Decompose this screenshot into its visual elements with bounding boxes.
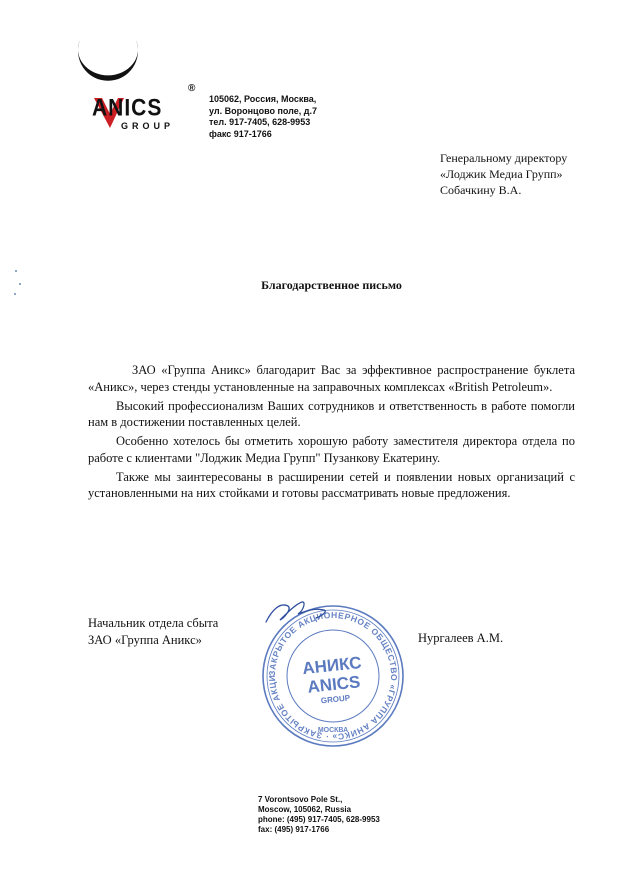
addressee-line1: Генеральному директору xyxy=(440,151,568,165)
handwritten-signature xyxy=(262,596,334,628)
scan-speck xyxy=(15,270,17,272)
logo-registered-mark: ® xyxy=(188,83,196,94)
body-paragraph-4: Также мы заинтересованы в расширении сетей и появлении новых организаций с установленными на них стойками и готовы рассматривать новые предложения. xyxy=(88,469,575,500)
signatory-position xyxy=(88,615,218,649)
footer-line1: 7 Vorontsovo Pole St., xyxy=(258,795,343,804)
letter-title: Благодарственное письмо xyxy=(261,278,402,292)
body-paragraph-1: ЗАО «Группа Аникс» благодарит Вас за эффективное распространение буклета «Аникс», через стенды установленные на заправочных комплексах «British Petroleum». xyxy=(88,363,575,394)
signatory-name: Нургалеев А.М. xyxy=(418,631,504,645)
footer-line2: Moscow, 105062, Russia xyxy=(258,805,352,814)
footer-fax: fax: (495) 917-1766 xyxy=(258,825,330,834)
svg-text:ANICS: ANICS xyxy=(306,672,362,697)
letter-body xyxy=(88,362,575,504)
header-address-line1: 105062, Россия, Москва, xyxy=(209,94,317,104)
svg-text:ЗАКРЫТОЕ АКЦИОНЕРНОЕ ОБЩЕСТВО: ЗАКРЫТОЕ АКЦИОНЕРНОЕ ОБЩЕСТВО «ГРУППА АНИКС» · ЗАКРЫТОЕ АКЦИ xyxy=(266,609,400,743)
header-address-line2: ул. Воронцово поле, д.7 xyxy=(209,105,318,116)
scan-speck xyxy=(14,293,16,295)
addressee-line3: Собачкину В.А. xyxy=(440,183,522,197)
body-paragraph-2: Высокий профессионализм Ваших сотрудников и ответственность в работе помогли нам в достижении поставленных целей. xyxy=(88,398,575,429)
logo-brand-text: ANICS xyxy=(92,95,163,122)
addressee-block xyxy=(440,150,567,198)
footer-phone: phone: (495) 917-7405, 628-9953 xyxy=(258,815,380,824)
svg-text:МОСКВА: МОСКВА xyxy=(317,727,349,734)
signatory-position-line1: Начальник отдела сбыта xyxy=(88,616,219,630)
addressee-line2: «Лоджик Медиа Групп» xyxy=(440,167,563,181)
body-paragraph-3: Особенно хотелось бы отметить хорошую работу заместителя директора отдела по работе с клиентами "Лоджик Медиа Групп" Пузанкову Екатерину. xyxy=(88,434,575,465)
header-phone: тел. 917-7405, 628-9953 xyxy=(209,117,311,127)
footer-contacts xyxy=(258,795,380,835)
svg-text:АНИКС: АНИКС xyxy=(301,653,363,679)
header-fax: факс 917-1766 xyxy=(209,128,272,139)
logo-group-text: GROUP xyxy=(121,121,175,131)
svg-text:GROUP: GROUP xyxy=(320,693,351,706)
signatory-position-line2: ЗАО «Группа Аникс» xyxy=(88,633,202,647)
header-contacts xyxy=(209,94,317,140)
